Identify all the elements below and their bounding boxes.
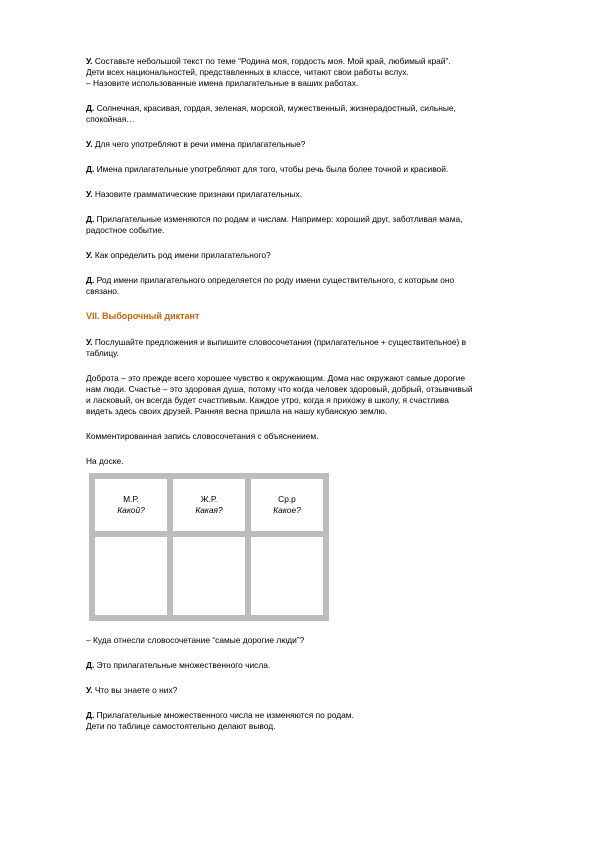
question-label: Какой?	[117, 505, 145, 515]
task-paragraph	[86, 337, 546, 359]
speaker-label: У.	[86, 337, 93, 347]
dialog-paragraph	[86, 275, 546, 297]
speaker-label: Д.	[86, 710, 95, 720]
gender-label: Ж.Р.	[200, 494, 218, 504]
dialog-paragraph	[86, 164, 546, 175]
board-label: На доске.	[86, 456, 124, 466]
paragraph-text: связано.	[86, 286, 120, 296]
speaker-label: Д.	[86, 275, 95, 285]
paragraph-text: радостное событие.	[86, 225, 165, 235]
paragraph-text: Дети по таблице самостоятельно делают вывод.	[86, 721, 276, 731]
table-row	[92, 534, 326, 618]
paragraph-text: Что вы знаете о них?	[94, 685, 178, 695]
paragraph-text: Имена прилагательные употребляют для того, чтобы речь была более точной и красивой.	[96, 164, 449, 174]
question-label: Какая?	[195, 505, 223, 515]
dialog-paragraph	[86, 710, 546, 732]
dialog-paragraph	[86, 685, 546, 696]
speaker-label: Д.	[86, 214, 95, 224]
table-cell	[92, 534, 170, 618]
paragraph-text: Род имени прилагательного определяется по роду имени существительного, с которым оно	[96, 275, 455, 285]
table-cell	[248, 534, 326, 618]
dialog-paragraph	[86, 250, 546, 261]
paragraph-text: Это прилагательные множественного числа.	[96, 660, 271, 670]
dictation-text: Доброта – это прежде всего хорошее чувство к окружающим. Дома нас окружают самые дорогие нам люди. Счастье – это здоровая душа, потому что когда человек здоровый, добрый, отзывчивый и ласковый, он всегда будет счастливым. Каждое утро, когда я прихожу в школу, я счастлива видеть здесь своих друзей. Ранняя весна пришла на нашу кубанскую землю.	[86, 373, 473, 416]
paragraph-text: – Назовите использованные имена прилагательные в ваших работах.	[86, 78, 359, 88]
speaker-label: Д.	[86, 660, 95, 670]
paragraph-text: Как определить род имени прилагательного?	[94, 250, 271, 260]
dialog-paragraph	[86, 189, 546, 200]
speaker-label: У.	[86, 139, 93, 149]
paragraph-text: спокойная…	[86, 114, 135, 124]
speaker-label: У.	[86, 685, 93, 695]
dialog-paragraph	[86, 139, 546, 150]
question-label: Какое?	[273, 505, 301, 515]
speaker-label: У.	[86, 189, 93, 199]
gender-label: М.Р.	[123, 494, 139, 504]
gender-label: Ср.р	[278, 494, 296, 504]
section-heading: VII. Выборочный диктант	[86, 311, 200, 321]
paragraph-text: Прилагательные множественного числа не изменяются по родам.	[96, 710, 354, 720]
paragraph-text: Назовите грамматические признаки прилагательных.	[94, 189, 303, 199]
dialog-paragraph	[86, 103, 546, 125]
commentary-text: Комментированная запись словосочетания с объяснением.	[86, 431, 319, 441]
speaker-label: У.	[86, 250, 93, 260]
paragraph-text: Солнечная, красивая, гордая, зеленая, морской, мужественный, жизнерадостный, сильные,	[96, 103, 456, 113]
dialog-paragraph	[86, 214, 546, 236]
table-header-row	[92, 476, 326, 534]
speaker-label: У.	[86, 56, 93, 66]
document-content	[86, 56, 546, 746]
paragraph-text: Для чего употребляют в речи имена прилагательные?	[94, 139, 306, 149]
table-header-cell	[170, 476, 248, 534]
speaker-label: Д.	[86, 103, 95, 113]
dialog-paragraph	[86, 660, 546, 671]
paragraph-text: – Куда отнесли словосочетание “самые дорогие люди”?	[86, 635, 305, 645]
paragraph-text: Составьте небольшой текст по теме “Родина моя, гордость моя. Мой край, любимый край”.	[94, 56, 451, 66]
dialog-paragraph	[86, 635, 546, 646]
paragraph-text: Послушайте предложения и выпишите словосочетания (прилагательное + существительное) в	[94, 337, 467, 347]
table-header-cell	[92, 476, 170, 534]
paragraph-text: таблицу.	[86, 348, 119, 358]
table-header-cell	[248, 476, 326, 534]
speaker-label: Д.	[86, 164, 95, 174]
paragraph-text: Прилагательные изменяются по родам и числам. Например: хороший друг, заботливая мама,	[96, 214, 463, 224]
gender-table	[89, 473, 329, 621]
table-cell	[170, 534, 248, 618]
dialog-paragraph	[86, 56, 546, 89]
paragraph-text: Дети всех национальностей, представленных в классе, читают свои работы вслух.	[86, 67, 409, 77]
